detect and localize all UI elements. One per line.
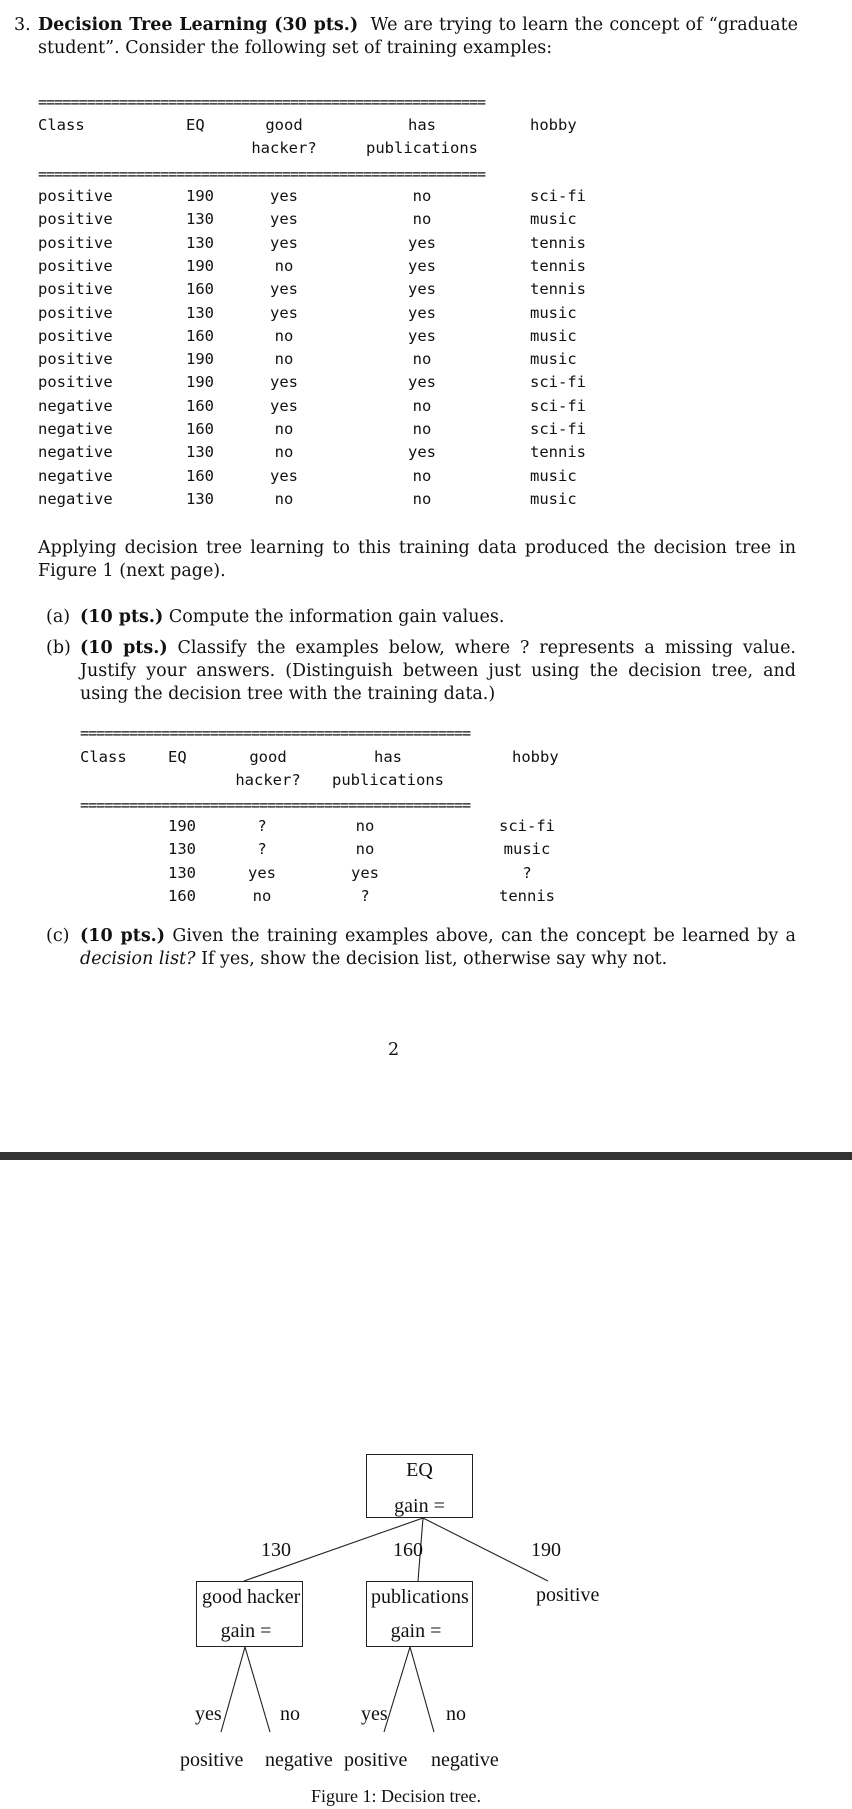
train-cell-class: positive [38, 187, 113, 205]
train-cell-publications: no [412, 187, 432, 205]
test-cell-hobby: ? [522, 863, 532, 882]
train-cell-eq: 190 [186, 350, 214, 369]
part-a-points: (10 pts.) [80, 607, 164, 627]
test-header-eq: EQ [168, 748, 187, 766]
header-hacker: hacker? [251, 139, 317, 157]
table-rule-top: ======================================================= [38, 96, 486, 108]
header-good: good [265, 116, 303, 134]
test-cell-eq: 130 [168, 863, 196, 882]
train-cell-class: positive [38, 233, 113, 252]
train-cell-class: negative [38, 420, 113, 438]
problem-number: 3. [14, 15, 31, 35]
header-hobby: hobby [530, 116, 577, 134]
node-publications-label: publications [371, 1586, 469, 1608]
page-2 [0, 1160, 852, 1809]
test-cell-hobby: sci-fi [499, 817, 555, 835]
edge-mid-no [410, 1647, 434, 1732]
train-cell-eq: 160 [186, 326, 214, 345]
part-c [46, 925, 796, 971]
train-cell-eq: 130 [186, 210, 214, 229]
train-cell-hobby: tennis [530, 256, 586, 275]
branch-160-label: 160 [393, 1539, 423, 1561]
train-cell-class: negative [38, 466, 113, 485]
train-cell-publications: yes [408, 256, 436, 275]
node-good-hacker-gain: gain = [220, 1620, 272, 1642]
train-cell-good-hacker: yes [270, 373, 298, 392]
train-cell-hobby: tennis [530, 280, 586, 299]
train-cell-class: positive [38, 303, 113, 322]
train-cell-publications: yes [408, 326, 436, 345]
problem-intro: We are trying to learn the concept of “graduate student”. Consider the following set of training examples: [38, 15, 798, 58]
root-gain: gain = [394, 1495, 445, 1517]
train-cell-good-hacker: no [274, 489, 294, 508]
train-cell-publications: yes [408, 280, 436, 299]
mid-no-label: no [446, 1703, 466, 1725]
train-cell-eq: 190 [186, 373, 214, 392]
train-cell-publications: no [412, 396, 432, 415]
train-cell-eq: 130 [186, 233, 214, 252]
node-publications-gain: gain = [390, 1620, 442, 1642]
test-cell-publications: ? [360, 886, 370, 905]
train-cell-eq: 130 [186, 489, 214, 508]
part-c-text: Given the training examples above, can the concept be learned by a [172, 926, 796, 946]
test-rule-mid: ================================================ [80, 799, 471, 811]
train-cell-publications: no [412, 466, 432, 485]
test-cell-hobby: music [503, 840, 551, 859]
train-cell-good-hacker: yes [270, 210, 298, 229]
header-publications: publications [366, 139, 478, 157]
train-cell-class: negative [38, 489, 113, 508]
page-number: 2 [388, 1040, 400, 1060]
edge-left-yes [221, 1647, 245, 1732]
train-cell-publications: no [412, 350, 432, 369]
train-cell-good-hacker: no [274, 420, 294, 438]
train-cell-eq: 130 [186, 303, 214, 322]
page-separator [0, 1152, 852, 1160]
applying-paragraph: Applying decision tree learning to this training data produced the decision tree in Figure 1 (next page). [38, 538, 796, 581]
part-b-points: (10 pts.) [80, 638, 168, 658]
test-cell-good-hacker: ? [257, 817, 267, 835]
left-yes-label: yes [195, 1703, 222, 1725]
train-cell-class: positive [38, 280, 113, 299]
test-header-hobby: hobby [512, 748, 559, 766]
train-cell-hobby: music [530, 326, 577, 345]
part-a-label: (a) [46, 607, 71, 627]
root-label: EQ [406, 1459, 433, 1481]
part-c-emphasis: decision list? [80, 949, 196, 969]
header-eq: EQ [186, 116, 205, 134]
part-c-points: (10 pts.) [80, 926, 166, 946]
train-cell-good-hacker: no [274, 443, 294, 462]
train-cell-good-hacker: no [274, 326, 294, 345]
figure-caption: Figure 1: Decision tree. [311, 1786, 481, 1806]
edge-left-no [245, 1647, 270, 1732]
train-cell-class: negative [38, 396, 113, 415]
train-cell-hobby: music [530, 350, 577, 369]
train-cell-hobby: tennis [530, 233, 586, 252]
edge-eq-190 [423, 1518, 548, 1581]
leaf-mid-yes: positive [344, 1749, 408, 1771]
test-header-publications: publications [332, 771, 444, 789]
test-header-has: has [374, 748, 402, 766]
train-cell-publications: yes [408, 303, 436, 322]
train-cell-publications: no [412, 489, 432, 508]
train-cell-good-hacker: yes [270, 233, 298, 252]
train-cell-eq: 190 [186, 187, 214, 205]
leaf-left-yes: positive [180, 1749, 244, 1771]
test-cell-good-hacker: ? [257, 840, 267, 859]
train-cell-publications: yes [408, 233, 436, 252]
train-cell-eq: 160 [186, 280, 214, 299]
train-cell-hobby: sci-fi [530, 373, 586, 392]
train-cell-good-hacker: yes [270, 280, 298, 299]
leaf-left-no: negative [265, 1749, 333, 1771]
test-cell-good-hacker: yes [248, 863, 276, 882]
mid-yes-label: yes [361, 1703, 388, 1725]
part-b-label: (b) [46, 638, 71, 658]
train-cell-publications: yes [408, 443, 436, 462]
test-cell-publications: no [355, 840, 375, 859]
decision-tree-figure [0, 1160, 852, 1809]
train-cell-class: positive [38, 256, 113, 275]
train-cell-class: positive [38, 373, 113, 392]
train-cell-good-hacker: yes [270, 396, 298, 415]
part-c-text-post: If yes, show the decision list, otherwise say why not. [201, 949, 668, 969]
train-cell-good-hacker: no [274, 350, 294, 369]
train-cell-class: positive [38, 350, 113, 369]
header-has: has [408, 116, 436, 134]
test-header-good: good [249, 748, 287, 766]
train-cell-eq: 130 [186, 443, 214, 462]
test-cell-eq: 130 [168, 840, 196, 859]
train-cell-hobby: sci-fi [530, 420, 586, 438]
train-cell-class: positive [38, 326, 113, 345]
test-cell-good-hacker: no [252, 886, 272, 905]
test-cell-hobby: tennis [499, 886, 555, 905]
train-cell-publications: yes [408, 373, 436, 392]
train-cell-hobby: music [530, 210, 577, 229]
train-cell-good-hacker: yes [270, 187, 298, 205]
train-cell-publications: no [412, 420, 432, 438]
train-cell-eq: 160 [186, 396, 214, 415]
part-a [46, 606, 796, 629]
branch-190-label: 190 [531, 1539, 561, 1561]
train-cell-eq: 160 [186, 420, 214, 438]
train-cell-eq: 160 [186, 466, 214, 485]
test-rule-top: ================================================ [80, 727, 471, 739]
leaf-190-positive: positive [536, 1584, 600, 1606]
train-cell-hobby: sci-fi [530, 396, 586, 415]
table-rule-mid: ======================================================= [38, 168, 486, 180]
train-cell-hobby: tennis [530, 443, 586, 462]
branch-130-label: 130 [261, 1539, 291, 1561]
part-b [46, 637, 796, 706]
test-cell-eq: 190 [168, 817, 196, 835]
train-cell-class: negative [38, 443, 113, 462]
part-a-text: Compute the information gain values. [168, 607, 505, 627]
train-cell-good-hacker: yes [270, 466, 298, 485]
problem-statement [14, 14, 798, 60]
test-cell-publications: no [355, 817, 375, 835]
test-header-class: Class [80, 748, 127, 766]
train-cell-good-hacker: no [274, 256, 294, 275]
train-cell-good-hacker: yes [270, 303, 298, 322]
problem-title: Decision Tree Learning (30 pts.) [38, 15, 359, 35]
test-cell-eq: 160 [168, 886, 196, 905]
part-c-label: (c) [46, 926, 70, 946]
test-header-hacker: hacker? [235, 771, 301, 789]
train-cell-class: positive [38, 210, 113, 229]
left-no-label: no [280, 1703, 300, 1725]
test-cell-publications: yes [351, 863, 379, 882]
train-cell-hobby: sci-fi [530, 187, 586, 205]
part-b-text: Classify the examples below, where ? represents a missing value. Justify your answers. (Distinguish between just using the decision tree, and using the decision tree with the training data.) [80, 638, 796, 704]
header-class: Class [38, 116, 85, 134]
leaf-mid-no: negative [431, 1749, 499, 1771]
train-cell-hobby: music [530, 466, 577, 485]
train-cell-hobby: music [530, 303, 577, 322]
node-good-hacker-label: good hacker [202, 1586, 301, 1608]
train-cell-publications: no [412, 210, 432, 229]
train-cell-eq: 190 [186, 256, 214, 275]
train-cell-hobby: music [530, 489, 577, 508]
